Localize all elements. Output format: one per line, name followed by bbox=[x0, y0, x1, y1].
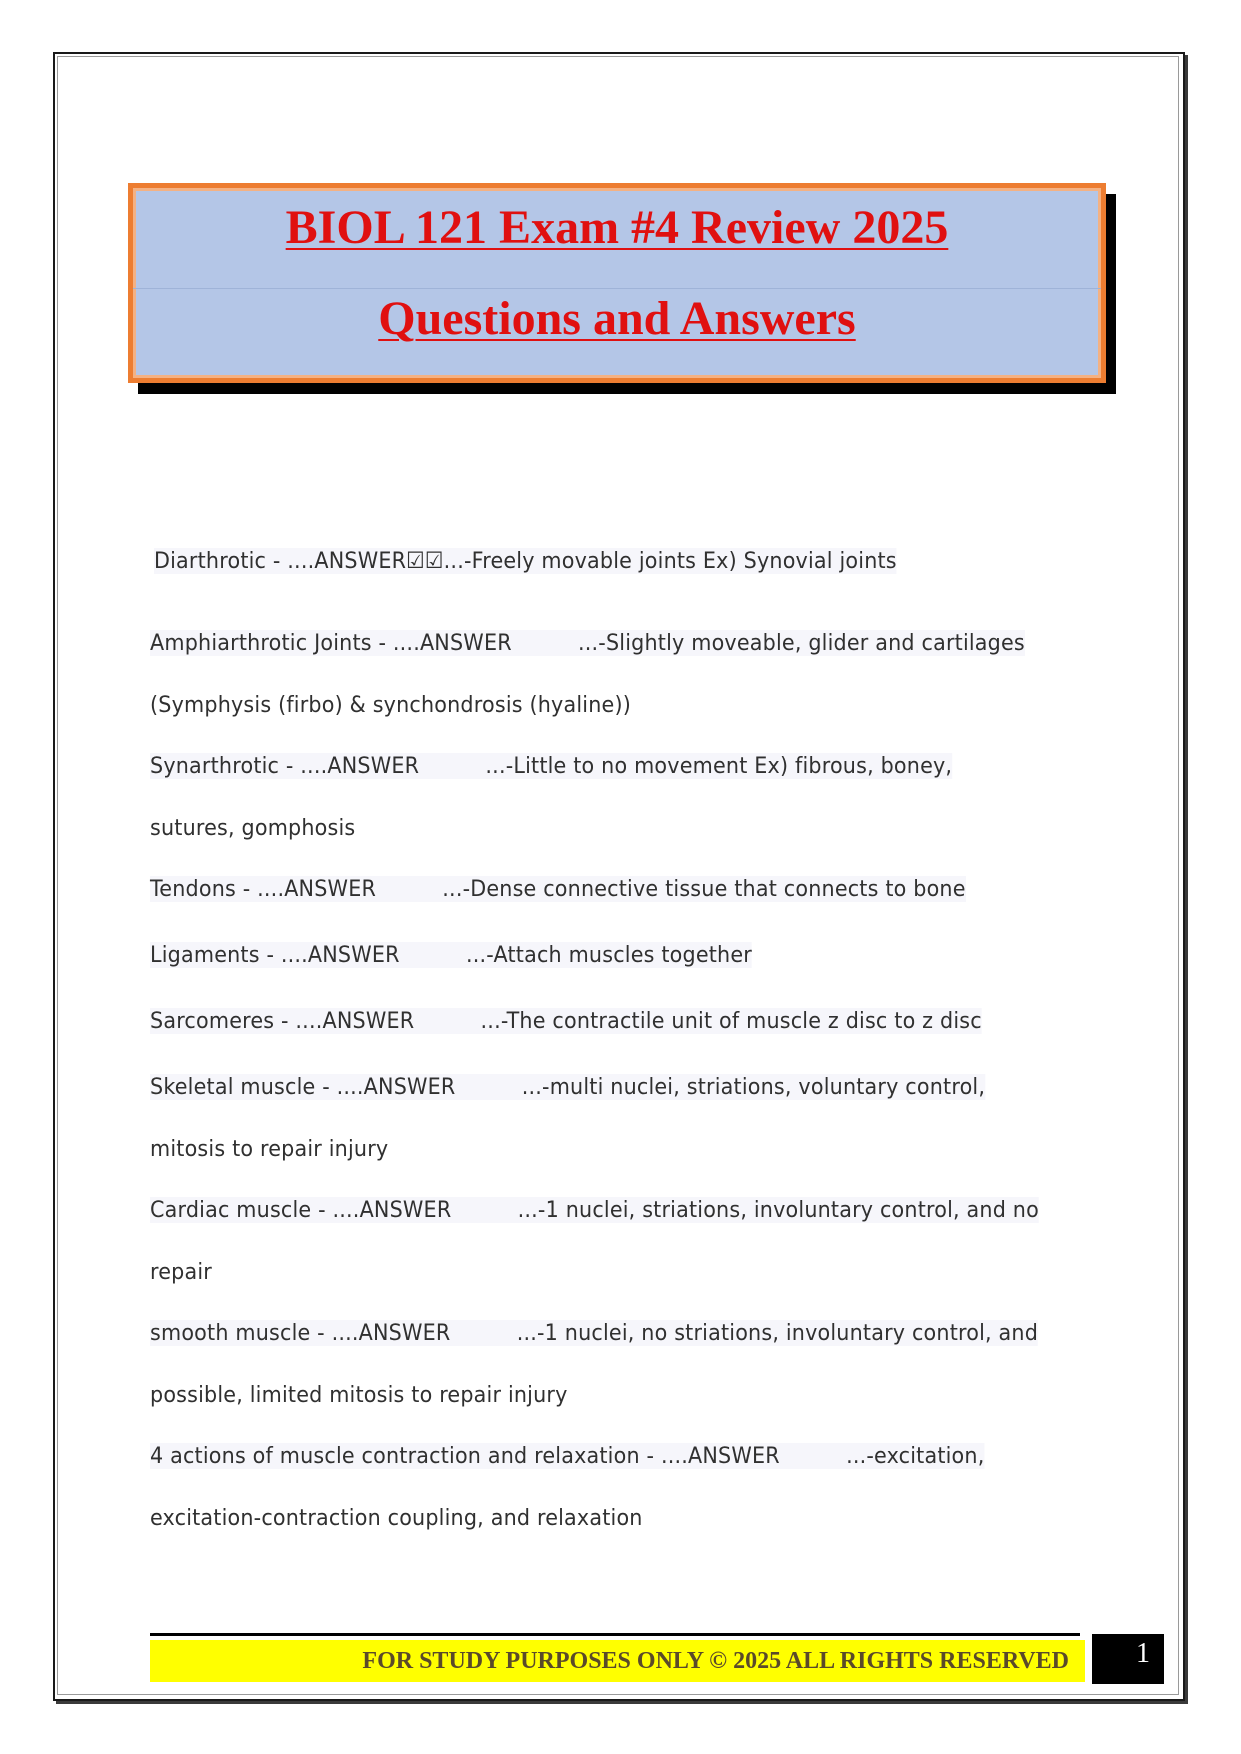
title-box bbox=[128, 183, 1106, 383]
qa-line bbox=[150, 630, 1025, 656]
qa-answer: multi nuclei, striations, voluntary control, bbox=[549, 1074, 986, 1100]
qa-line bbox=[150, 876, 966, 902]
qa-question: Tendons - ....ANSWER bbox=[150, 876, 377, 902]
qa-line bbox=[150, 1320, 1038, 1346]
qa-separator: ...- bbox=[465, 942, 494, 968]
qa-question: smooth muscle - ....ANSWER bbox=[150, 1320, 451, 1346]
qa-answer: The contractile unit of muscle z disc to z disc bbox=[506, 1008, 982, 1034]
footer-band bbox=[150, 1640, 1085, 1682]
qa-line bbox=[150, 1074, 985, 1100]
qa-answer: Dense connective tissue that connects to bone bbox=[470, 876, 966, 902]
qa-continuation: possible, limited mitosis to repair injury bbox=[150, 1382, 568, 1408]
qa-question: Sarcomeres - ....ANSWER bbox=[150, 1008, 415, 1034]
page-number: 1 bbox=[1136, 1638, 1150, 1669]
qa-separator: ☑☑...- bbox=[406, 548, 472, 574]
title-line-2: Questions and Answers bbox=[378, 292, 856, 345]
title-line-1: BIOL 121 Exam #4 Review 2025 bbox=[285, 201, 949, 254]
qa-separator: ...- bbox=[517, 1197, 546, 1223]
qa-continuation: (Symphysis (firbo) & synchondrosis (hyaline)) bbox=[150, 692, 631, 718]
qa-separator: ...- bbox=[485, 753, 514, 779]
qa-separator: ...- bbox=[578, 630, 606, 656]
qa-line bbox=[150, 942, 752, 968]
qa-line bbox=[150, 753, 952, 779]
qa-question: Skeletal muscle - ....ANSWER bbox=[150, 1074, 456, 1100]
qa-line bbox=[150, 1197, 1039, 1223]
qa-answer: excitation, bbox=[874, 1443, 985, 1469]
qa-separator: ...- bbox=[846, 1443, 875, 1469]
qa-separator: ...- bbox=[442, 876, 471, 902]
qa-continuation: mitosis to repair injury bbox=[150, 1136, 389, 1162]
qa-question: Synarthrotic - ....ANSWER bbox=[150, 753, 420, 779]
footer-text: FOR STUDY PURPOSES ONLY © 2025 ALL RIGHTS RESERVED bbox=[362, 1648, 1069, 1674]
qa-question: Cardiac muscle - ....ANSWER bbox=[150, 1197, 452, 1223]
qa-line bbox=[150, 1443, 984, 1469]
qa-answer: Slightly moveable, glider and cartilages bbox=[605, 630, 1025, 656]
qa-answer: Little to no movement Ex) fibrous, boney, bbox=[513, 753, 953, 779]
qa-question: Diarthrotic - ....ANSWER bbox=[154, 548, 407, 574]
qa-continuation: excitation-contraction coupling, and relaxation bbox=[150, 1505, 643, 1531]
qa-question: Amphiarthrotic Joints - ....ANSWER bbox=[150, 630, 512, 656]
qa-line bbox=[150, 1008, 982, 1034]
qa-continuation: sutures, gomphosis bbox=[150, 815, 356, 841]
qa-separator: ...- bbox=[521, 1074, 550, 1100]
qa-answer: 1 nuclei, striations, involuntary control, and no bbox=[545, 1197, 1039, 1223]
qa-answer: 1 nuclei, no striations, involuntary control, and bbox=[544, 1320, 1039, 1346]
qa-question: Ligaments - ....ANSWER bbox=[150, 942, 400, 968]
qa-separator: ...- bbox=[480, 1008, 507, 1034]
qa-question: 4 actions of muscle contraction and relaxation - ....ANSWER bbox=[150, 1443, 780, 1469]
qa-continuation: repair bbox=[150, 1259, 212, 1285]
page-number-box bbox=[1092, 1634, 1164, 1684]
qa-line bbox=[154, 548, 897, 574]
footer-rule bbox=[150, 1633, 1080, 1636]
qa-answer: Attach muscles together bbox=[493, 942, 752, 968]
qa-answer: Freely movable joints Ex) Synovial joints bbox=[471, 548, 897, 574]
title-divider bbox=[133, 288, 1101, 289]
qa-separator: ...- bbox=[516, 1320, 545, 1346]
